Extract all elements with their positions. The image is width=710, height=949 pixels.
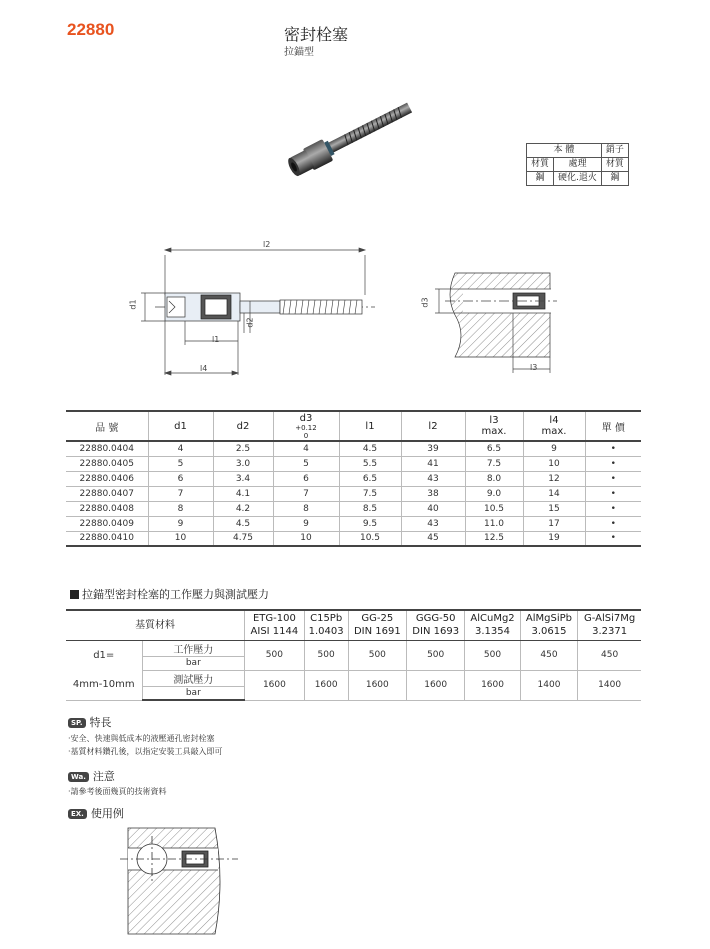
cell-l1: 8.5 (339, 501, 401, 516)
cell-l2: 39 (401, 441, 465, 456)
cell-d3: 4 (273, 441, 339, 456)
pressure-section-title-text: 拉錨型密封栓塞的工作壓力與測試壓力 (82, 588, 269, 601)
cell-l1: 5.5 (339, 456, 401, 471)
cell-part: 22880.0405 (66, 456, 148, 471)
test-pressure-label: 測試壓力 (142, 670, 245, 686)
cell-l1: 10.5 (339, 531, 401, 546)
cell-d3: 7 (273, 486, 339, 501)
pressure-section-title (70, 586, 269, 602)
pin-material-value: 鋼 (601, 172, 628, 186)
cell-d2: 4.1 (213, 486, 273, 501)
material-code: 3.2371 (592, 626, 628, 638)
caution-heading (68, 768, 115, 784)
features-heading (68, 714, 112, 730)
working-pressure-value: 500 (348, 640, 406, 670)
material-col (407, 610, 465, 640)
dim-label-l2: l2 (263, 240, 271, 249)
material-col (578, 610, 641, 640)
pin-header: 銷子 (601, 144, 628, 158)
cell-d2: 4.75 (213, 531, 273, 546)
features-badge: SP. (68, 718, 86, 728)
d1-range: 4mm-10mm (66, 670, 142, 700)
cell-price: • (585, 471, 641, 486)
cell-l4: 9 (523, 441, 585, 456)
working-pressure-value: 500 (245, 640, 305, 670)
material-col (520, 610, 578, 640)
pin-material-label: 材質 (601, 158, 628, 172)
body-material-value: 鋼 (527, 172, 554, 186)
cell-l2: 38 (401, 486, 465, 501)
cell-price: • (585, 516, 641, 531)
features-title: 特長 (89, 716, 112, 729)
cell-d3: 9 (273, 516, 339, 531)
cell-price: • (585, 456, 641, 471)
dim-label-l3: l3 (530, 363, 538, 372)
cell-d2: 4.5 (213, 516, 273, 531)
square-bullet-icon (70, 590, 79, 599)
working-pressure-unit: bar (142, 656, 245, 670)
material-col (465, 610, 520, 640)
base-material-header: 基質材料 (66, 610, 245, 640)
working-pressure-value: 500 (407, 640, 465, 670)
col-d3-label: d3 (299, 412, 313, 424)
cell-d1: 5 (148, 456, 213, 471)
table-row (66, 501, 641, 516)
body-header: 本 體 (527, 144, 602, 158)
cell-l1: 4.5 (339, 441, 401, 456)
working-pressure-value: 450 (578, 640, 641, 670)
cell-l1: 9.5 (339, 516, 401, 531)
page-subtitle: 拉錨型 (284, 47, 314, 58)
test-pressure-value: 1600 (304, 670, 348, 700)
cell-d1: 9 (148, 516, 213, 531)
example-badge: EX. (68, 809, 87, 819)
col-l1: l1 (339, 411, 401, 441)
cell-l3: 8.0 (465, 471, 523, 486)
cell-d2: 4.2 (213, 501, 273, 516)
material-code: 3.0615 (531, 626, 567, 638)
material-label: 材質 (527, 158, 554, 172)
cell-part: 22880.0407 (66, 486, 148, 501)
cell-l2: 43 (401, 516, 465, 531)
caution-badge: Wa. (68, 772, 89, 782)
test-pressure-value: 1400 (578, 670, 641, 700)
material-name: ETG-100 (252, 613, 296, 625)
cell-l3: 7.5 (465, 456, 523, 471)
dim-label-d3: d3 (420, 297, 430, 308)
cell-l4: 12 (523, 471, 585, 486)
cell-d3: 8 (273, 501, 339, 516)
material-code: 1.0403 (308, 626, 344, 638)
working-pressure-value: 500 (304, 640, 348, 670)
material-name: GG-25 (361, 613, 394, 625)
test-pressure-value: 1600 (348, 670, 406, 700)
cell-l4: 14 (523, 486, 585, 501)
cell-d3: 6 (273, 471, 339, 486)
cell-l3: 6.5 (465, 441, 523, 456)
cell-l3: 12.5 (465, 531, 523, 546)
cell-part: 22880.0409 (66, 516, 148, 531)
cell-l3: 9.0 (465, 486, 523, 501)
cell-l2: 45 (401, 531, 465, 546)
features-line-2: ‧基質材料鑽孔後，以指定安裝工具敲入即可 (68, 747, 223, 756)
material-name: G-AlSi7Mg (584, 613, 636, 625)
example-title: 使用例 (90, 807, 124, 820)
material-code: DIN 1693 (412, 626, 460, 638)
material-name: AlCuMg2 (470, 613, 515, 625)
cell-l4: 15 (523, 501, 585, 516)
cell-part: 22880.0406 (66, 471, 148, 486)
col-price: 單 價 (585, 411, 641, 441)
cell-part: 22880.0408 (66, 501, 148, 516)
bore-dimension-drawing (415, 265, 560, 380)
cell-price: • (585, 486, 641, 501)
table-row (66, 516, 641, 531)
cell-part: 22880.0404 (66, 441, 148, 456)
col-d3 (273, 411, 339, 441)
test-pressure-value: 1400 (520, 670, 578, 700)
col-d1: d1 (148, 411, 213, 441)
table-row (66, 456, 641, 471)
cell-price: • (585, 531, 641, 546)
col-d3-tol-plus: +0.12 (295, 423, 317, 432)
cell-l4: 17 (523, 516, 585, 531)
working-pressure-label: 工作壓力 (142, 640, 245, 656)
material-col (348, 610, 406, 640)
table-row (66, 471, 641, 486)
page-title: 密封栓塞 (284, 25, 349, 44)
cell-d1: 8 (148, 501, 213, 516)
col-part: 品 號 (66, 411, 148, 441)
cell-l2: 43 (401, 471, 465, 486)
test-pressure-value: 1600 (245, 670, 305, 700)
col-l4 (523, 411, 585, 441)
cell-d2: 2.5 (213, 441, 273, 456)
dim-label-l4: l4 (200, 364, 208, 373)
material-col (245, 610, 305, 640)
dim-label-l1: l1 (212, 335, 220, 344)
part-number: 22880 (67, 20, 115, 39)
cell-price: • (585, 441, 641, 456)
cell-price: • (585, 501, 641, 516)
cell-l4: 19 (523, 531, 585, 546)
cell-part: 22880.0410 (66, 531, 148, 546)
cell-l3: 10.5 (465, 501, 523, 516)
caution-line-1: ‧請參考後面幾頁的技術資料 (68, 787, 167, 796)
pressure-table (66, 609, 641, 701)
working-pressure-value: 450 (520, 640, 578, 670)
col-l2: l2 (401, 411, 465, 441)
body-treatment-value: 硬化.退火 (554, 172, 602, 186)
cell-d1: 7 (148, 486, 213, 501)
cell-l1: 7.5 (339, 486, 401, 501)
dim-label-d1: d1 (128, 299, 138, 310)
material-code: AISI 1144 (250, 626, 299, 638)
material-name: C15Pb (310, 613, 343, 625)
test-pressure-value: 1600 (465, 670, 520, 700)
cell-d1: 10 (148, 531, 213, 546)
cell-d2: 3.4 (213, 471, 273, 486)
col-l4-sub: max. (541, 426, 567, 437)
col-d2: d2 (213, 411, 273, 441)
usage-example-drawing (120, 822, 240, 940)
working-pressure-value: 500 (465, 640, 520, 670)
cell-d2: 3.0 (213, 456, 273, 471)
material-name: AlMgSiPb (525, 613, 573, 625)
col-l3 (465, 411, 523, 441)
table-row (66, 531, 641, 546)
product-photo (268, 92, 423, 192)
spec-table (66, 410, 641, 547)
col-l3-label: l3 (489, 415, 499, 426)
table-row (66, 486, 641, 501)
test-pressure-value: 1600 (407, 670, 465, 700)
col-l4-label: l4 (549, 415, 559, 426)
test-pressure-unit: bar (142, 686, 245, 700)
material-code: DIN 1691 (353, 626, 401, 638)
cell-l2: 41 (401, 456, 465, 471)
material-col (304, 610, 348, 640)
cell-l3: 11.0 (465, 516, 523, 531)
col-l3-sub: max. (481, 426, 507, 437)
material-code: 3.1354 (475, 626, 511, 638)
cell-d1: 4 (148, 441, 213, 456)
cell-l4: 10 (523, 456, 585, 471)
col-d3-tol-zero: 0 (303, 431, 309, 440)
example-heading (68, 805, 124, 821)
cell-l1: 6.5 (339, 471, 401, 486)
cell-d3: 10 (273, 531, 339, 546)
cell-l2: 40 (401, 501, 465, 516)
dim-label-d2: d2 (245, 317, 255, 328)
table-row (66, 441, 641, 456)
material-table (526, 143, 629, 186)
d1-label: d1= (93, 649, 115, 661)
cell-d3: 5 (273, 456, 339, 471)
plug-dimension-drawing (125, 235, 385, 385)
caution-title: 注意 (92, 770, 115, 783)
material-name: GGG-50 (415, 613, 456, 625)
cell-d1: 6 (148, 471, 213, 486)
features-line-1: ‧安全、快速與低成本的液壓通孔密封栓塞 (68, 734, 215, 743)
treatment-label: 處理 (554, 158, 602, 172)
